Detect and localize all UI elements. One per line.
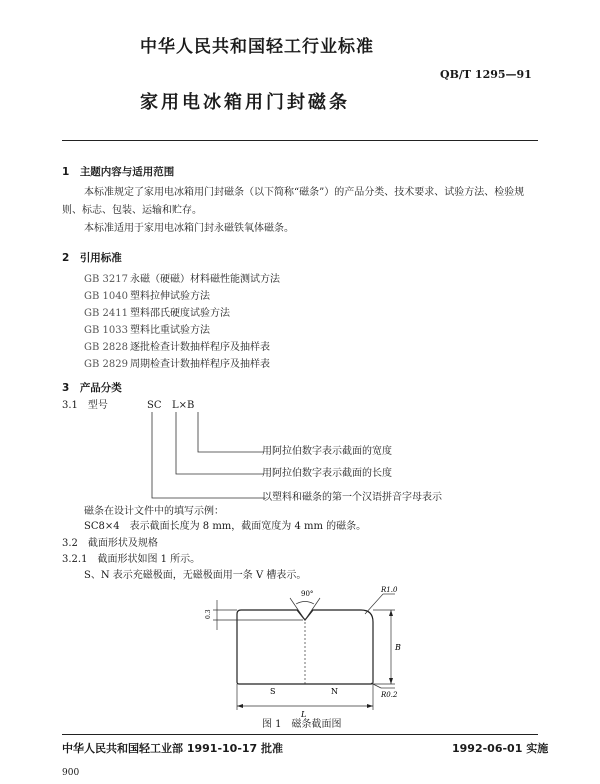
page-number: 900 [62, 768, 80, 778]
reference-code: GB 2829 [84, 359, 128, 370]
model-designation-diagram [140, 410, 270, 505]
model-prefix: SC [147, 400, 162, 411]
reference-code: GB 2411 [84, 308, 128, 319]
reference-code: GB 1040 [84, 291, 128, 302]
l-label: L [301, 710, 307, 719]
reference-code: GB 3217 [84, 274, 128, 285]
reference-item [84, 304, 230, 319]
reference-title: 永磁（硬磁）材料磁性能测试方法 [130, 274, 280, 285]
pole-n-label: N [331, 687, 338, 696]
reference-item [84, 338, 270, 353]
reference-item [84, 270, 280, 285]
figure-1-cross-section [195, 582, 425, 720]
standard-code: QB/T 1295—91 [440, 68, 532, 81]
section-2-heading: 2 引用标准 [62, 252, 122, 264]
r2-label: R0.2 [381, 691, 398, 699]
section-3-heading: 3 产品分类 [62, 382, 122, 394]
reference-code: GB 1033 [84, 325, 128, 336]
annotation-width: 用阿拉伯数字表示截面的宽度 [262, 446, 392, 457]
footer-rule [62, 734, 538, 735]
document-title: 家用电冰箱用门封磁条 [140, 92, 350, 113]
leader-model-prefix [152, 412, 264, 498]
section-3-1-heading: 3.1 型号 [62, 400, 108, 411]
reference-item [84, 355, 270, 370]
section-1-para-1b: 则、标志、包装、运输和贮存。 [62, 205, 202, 216]
section-3-2-heading: 3.2 截面形状及规格 [62, 538, 158, 549]
reference-title: 塑料比重试验方法 [130, 325, 210, 336]
issuing-org-header: 中华人民共和国轻工行业标准 [140, 37, 374, 57]
reference-code: GB 2828 [84, 342, 128, 353]
figure-1-caption: 图 1 磁条截面图 [262, 719, 342, 730]
approval-line: 中华人民共和国轻工业部 1991-10-17 批准 [62, 742, 284, 755]
annotation-prefix: 以塑料和磁条的第一个汉语拼音字母表示 [262, 492, 442, 503]
pole-note: S、N 表示充磁极面，无磁极面用一条 V 槽表示。 [84, 570, 307, 581]
effective-date: 1992-06-01 实施 [452, 742, 549, 755]
annotation-length: 用阿拉伯数字表示截面的长度 [262, 468, 392, 479]
section-1-para-1a: 本标准规定了家用电冰箱用门封磁条（以下简称“磁条”）的产品分类、技术要求、试验方法、检验规 [84, 187, 525, 198]
section-1-heading: 1 主题内容与适用范围 [62, 166, 175, 178]
r1-label: R1.0 [381, 586, 398, 594]
example-intro: 磁条在设计文件中的填写示例： [84, 506, 224, 517]
reference-title: 塑料拉伸试验方法 [130, 291, 210, 302]
section-1-para-2: 本标准适用于家用电冰箱门封永磁铁氧体磁条。 [84, 223, 294, 234]
reference-title: 逐批检查计数抽样程序及抽样表 [130, 342, 270, 353]
reference-item [84, 287, 210, 302]
section-3-2-1-heading: 3.2.1 截面形状如图 1 所示。 [62, 554, 201, 565]
reference-title: 周期检查计数抽样程序及抽样表 [130, 359, 270, 370]
h-label: 0.3 [205, 609, 212, 619]
leader-length [176, 412, 264, 474]
v-groove-leader-left [290, 598, 305, 620]
header-rule [62, 140, 538, 141]
model-dims: L×B [172, 400, 195, 411]
example-text: SC8×4 表示截面长度为 8 mm，截面宽度为 4 mm 的磁条。 [84, 521, 367, 532]
v-groove-leader-right [305, 598, 320, 620]
leader-width [198, 412, 264, 452]
angle-label: 90° [301, 590, 314, 598]
b-label: B [395, 643, 401, 652]
reference-title: 塑料邵氏硬度试验方法 [130, 308, 230, 319]
angle-arc [296, 602, 314, 605]
reference-item [84, 321, 210, 336]
r1-leader [365, 594, 383, 614]
pole-s-label: S [270, 687, 276, 696]
